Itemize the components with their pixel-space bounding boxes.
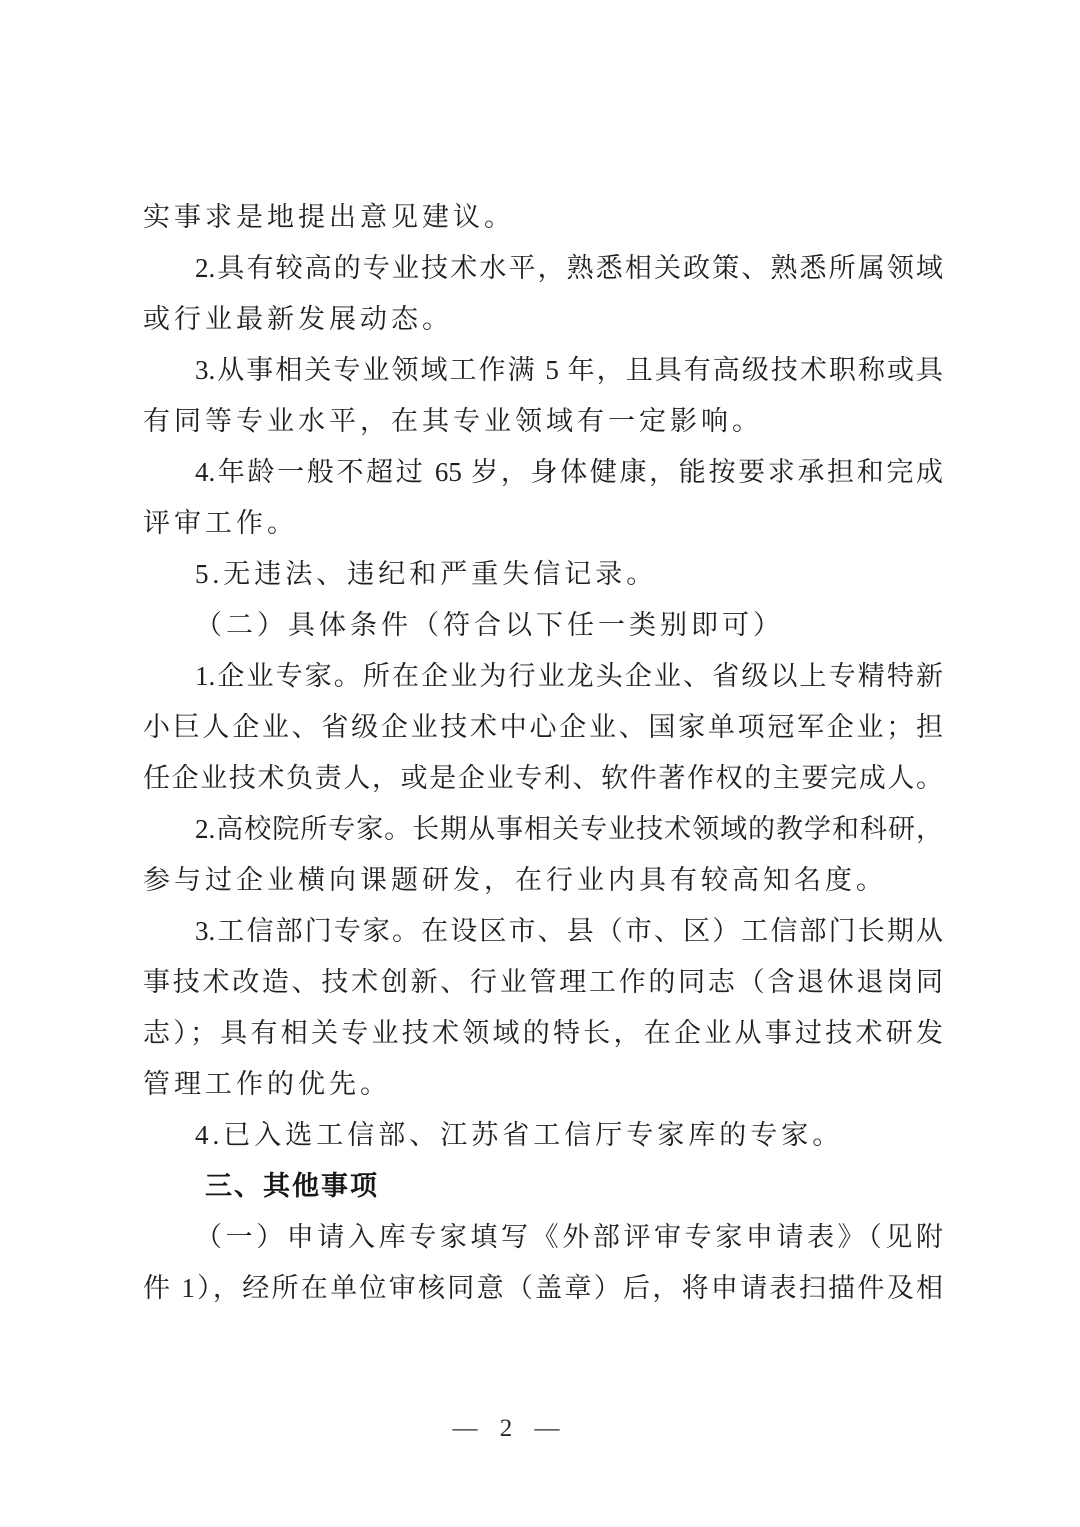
text-line: 有同等专业水平，在其专业领域有一定影响。	[143, 406, 763, 436]
text-line: 管理工作的优先。	[143, 1069, 391, 1099]
text-line: 3.工信部门专家。在设区市、县（市、区）工信部门长期从	[195, 916, 943, 946]
page-number: — 2 —	[452, 1415, 568, 1442]
text-line: 实事求是地提出意见建议。	[143, 202, 515, 232]
document-body	[143, 192, 943, 1314]
text-line: 4.已入选工信部、江苏省工信厅专家库的专家。	[195, 1120, 844, 1150]
text-line: 1.企业专家。所在企业为行业龙头企业、省级以上专精特新	[195, 661, 943, 691]
text-line: （二）具体条件（符合以下任一类别即可）	[195, 610, 784, 640]
text-line: 参与过企业横向课题研发，在行业内具有较高知名度。	[143, 865, 887, 895]
text-line: 或行业最新发展动态。	[143, 304, 453, 334]
text-line: 2.具有较高的专业技术水平，熟悉相关政策、熟悉所属领域	[195, 253, 943, 283]
section-heading: 三、其他事项	[205, 1171, 379, 1201]
text-line: 件 1），经所在单位审核同意（盖章）后，将申请表扫描件及相	[143, 1273, 943, 1303]
text-line: 任企业技术负责人，或是企业专利、软件著作权的主要完成人。	[143, 763, 943, 793]
text-line: 事技术改造、技术创新、行业管理工作的同志（含退休退岗同	[143, 967, 943, 997]
text-line: （一）申请入库专家填写《外部评审专家申请表》（见附	[195, 1222, 943, 1252]
text-line: 4.年龄一般不超过 65 岁，身体健康，能按要求承担和完成	[195, 457, 943, 487]
text-line: 志）；具有相关专业技术领域的特长，在企业从事过技术研发	[143, 1018, 943, 1048]
text-line: 3.从事相关专业领域工作满 5 年，且具有高级技术职称或具	[195, 355, 943, 385]
text-line: 小巨人企业、省级企业技术中心企业、国家单项冠军企业；担	[143, 712, 943, 742]
text-line: 2.高校院所专家。长期从事相关专业技术领域的教学和科研，	[195, 814, 943, 844]
text-line: 5.无违法、违纪和严重失信记录。	[195, 559, 658, 589]
text-line: 评审工作。	[143, 508, 298, 538]
